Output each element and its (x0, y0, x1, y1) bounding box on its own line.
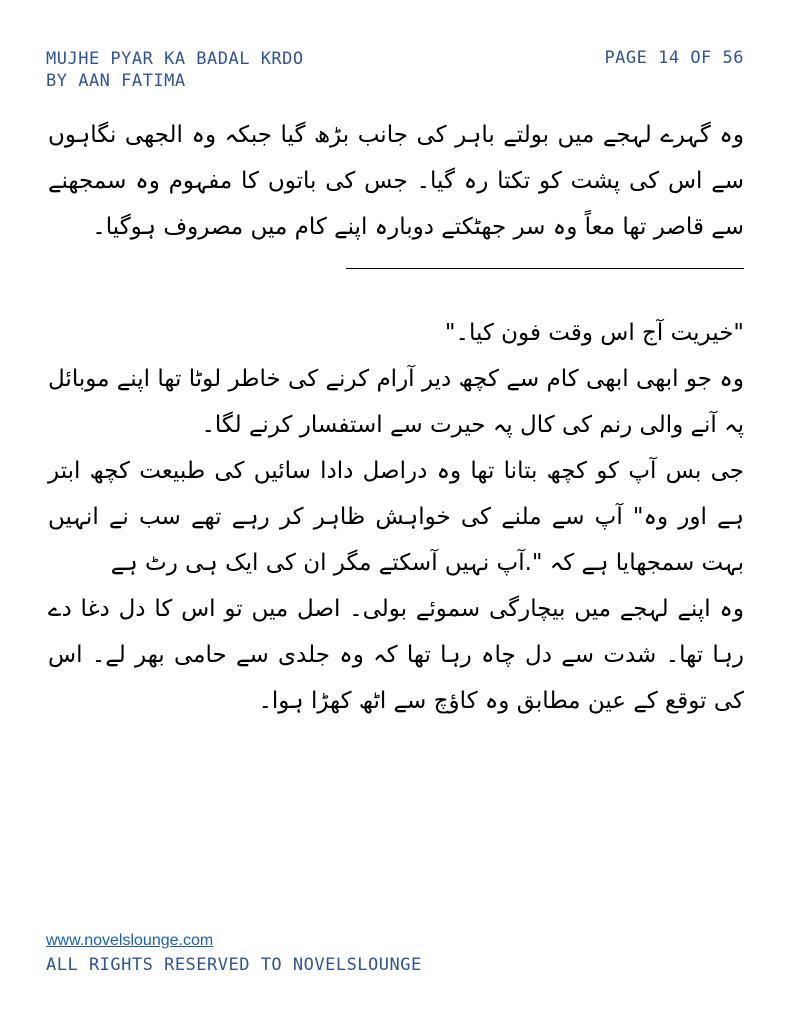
paragraph-3: وہ جو ابھی ابھی کام سے کچھ دیر آرام کرنے کی خاطر لوٹا تھا اپنے موبائل پہ آنے والی رنم کی کال پہ حیرت سے استفسار کرنے لگا۔ (48, 366, 744, 438)
paragraph-2: "خیریت آج اس وقت فون کیا۔" (444, 320, 744, 346)
paragraph-5: وہ اپنے لہجے میں بیچارگی سموئے بولی۔ اصل میں تو اس کا دل دغا دے رہا تھا۔ شدت سے دل چاہ رہا تھا کہ وہ جلدی سے حامی بھر لے۔ اس کی توقع کے عین مطابق وہ کاؤچ سے اٹھ کھڑا ہوا۔ (48, 596, 744, 714)
section-divider-wrap (48, 250, 744, 310)
section-divider (346, 268, 744, 269)
novel-author: BY AAN FATIMA (46, 71, 186, 91)
rights-notice: ALL RIGHTS RESERVED TO NOVELSLOUNGE (46, 955, 422, 975)
page-number: PAGE 14 OF 56 (604, 48, 744, 68)
paragraph-1: وہ گہرے لہجے میں بولتے باہر کی جانب بڑھ گیا جبکہ وہ الجھی نگاہوں سے اس کی پشت کو تکتا رہ گیا۔ جس کی باتوں کا مفہوم وہ سمجھنے سے قاصر تھا معاً وہ سر جھٹکتے دوبارہ اپنے کام میں مصروف ہوگیا۔ (48, 122, 744, 240)
page-content (48, 112, 744, 724)
paragraph-4: جی بس آپ کو کچھ بتانا تھا وہ دراصل دادا سائیں کی طبیعت کچھ ابتر ہے اور وہ" آپ سے ملنے کی خواہش ظاہر کر رہے تھے سب نے انہیں بہت سمجھایا ہے کہ ".آپ نہیں آسکتے مگر ان کی ایک ہی رٹ ہے (48, 458, 744, 576)
novel-title: MUJHE PYAR KA BADAL KRDO (46, 49, 304, 69)
website-link[interactable]: www.novelslounge.com (46, 932, 214, 949)
document-header (46, 48, 304, 92)
